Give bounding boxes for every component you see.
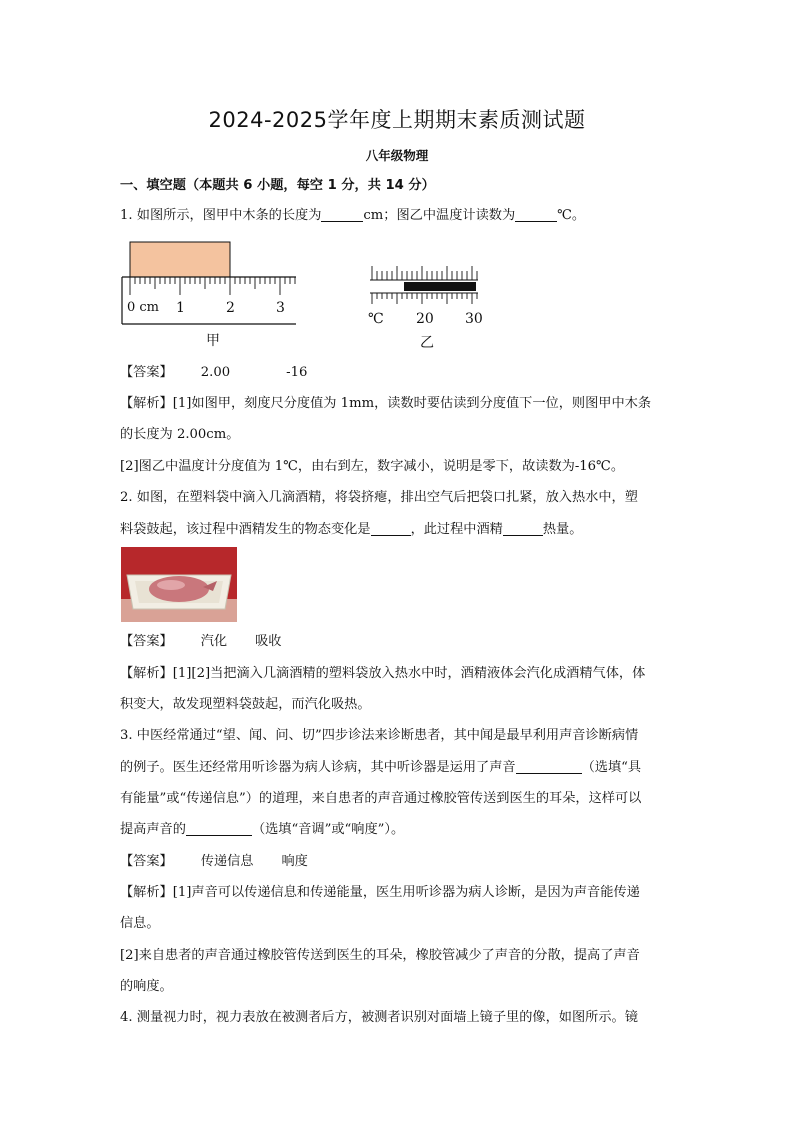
answer-1: 汽化 — [200, 634, 228, 649]
answer-2: 响度 — [281, 854, 308, 869]
answer-1: 2.00 — [200, 365, 231, 380]
question-1-stem — [120, 206, 680, 226]
q3-text-b: （选填“具 — [581, 760, 642, 775]
ruler-caption: 甲 — [206, 333, 220, 349]
answer-tag: 【答案】 — [120, 365, 173, 380]
ruler-label-2: 2 — [226, 300, 235, 316]
liquid-column — [404, 282, 476, 291]
ruler-label-0: 0 cm — [127, 300, 160, 315]
question-3-stem-line1: 3. 中医经常通过“望、闻、问、切”四步诊法来诊断患者，其中闻是最早利用声音诊断病情 — [120, 728, 639, 743]
ruler-ticks — [130, 277, 295, 295]
thermo-label-30: 30 — [465, 311, 483, 327]
thermo-caption: 乙 — [420, 335, 434, 351]
question-3-stem-line3: 有能量”或“传递信息”）的道理，来自患者的声音通过橡胶管传送到医生的耳朵，这样可以 — [120, 791, 642, 806]
answer-blank — [516, 759, 582, 774]
q1-analysis-line3: [2]图乙中温度计分度值为 1℃，由右到左，数字减小，说明是零下，故读数为-16℃。 — [120, 459, 625, 474]
question-3-stem-line2 — [120, 758, 680, 778]
page-title: 2024-2025学年度上期期末素质测试题 — [208, 108, 586, 132]
answer-blank — [515, 207, 557, 222]
page-subtitle: 八年级物理 — [365, 148, 429, 163]
q2-text-c: 热量。 — [542, 522, 583, 537]
q3-analysis-line2: 信息。 — [120, 916, 160, 931]
q3-text-d: （选填“音调”或“响度”）。 — [251, 822, 405, 837]
q1-answer — [120, 363, 680, 383]
answer-tag: 【答案】 — [120, 854, 173, 869]
thermo-label-20: 20 — [416, 311, 434, 327]
q1-text-c: ℃。 — [557, 208, 586, 223]
q1-analysis-line1: 【解析】[1]如图甲，刻度尺分度值为 1mm，读数时要估读到分度值下一位，则图甲中木条 — [120, 396, 652, 411]
q1-text-b: cm；图乙中温度计读数为 — [363, 208, 516, 223]
q2-analysis-line1: 【解析】[1][2]当把滴入几滴酒精的塑料袋放入热水中时，酒精液体会汽化成酒精气体，体 — [120, 666, 646, 681]
thermometer-figure — [366, 262, 484, 308]
answer-blank — [186, 821, 252, 836]
q3-text-c: 提高声音的 — [120, 822, 186, 837]
plastic-bag-photo — [121, 547, 237, 622]
q2-analysis-line2: 积变大，故发现塑料袋鼓起，而汽化吸热。 — [120, 697, 371, 712]
wooden-strip — [130, 242, 230, 277]
q3-answer — [120, 852, 680, 872]
question-2-stem-line1: 2. 如图，在塑料袋中滴入几滴酒精，将袋挤瘪，排出空气后把袋口扎紧，放入热水中，塑 — [120, 490, 638, 505]
answer-blank — [321, 207, 363, 222]
question-2-stem-line2 — [120, 520, 680, 540]
question-4-stem-line1: 4. 测量视力时，视力表放在被测者后方，被测者识别对面墙上镜子里的像，如图所示。镜 — [120, 1010, 638, 1025]
answer-tag: 【答案】 — [120, 634, 173, 649]
answer-2: -16 — [286, 365, 308, 380]
q1-analysis-line2: 的长度为 2.00cm。 — [120, 427, 240, 442]
section-heading: 一、填空题（本题共 6 小题，每空 1 分，共 14 分） — [120, 178, 435, 193]
answer-blank — [503, 521, 543, 536]
answer-1: 传递信息 — [200, 854, 254, 869]
ruler-label-1: 1 — [176, 300, 185, 316]
answer-2: 吸收 — [255, 634, 282, 649]
q3-analysis-line3: [2]来自患者的声音通过橡胶管传送到医生的耳朵，橡胶管减少了声音的分散，提高了声音 — [120, 948, 640, 963]
q1-text-a: 1. 如图所示，图甲中木条的长度为 — [120, 208, 322, 223]
thermo-unit-label: ℃ — [368, 311, 384, 327]
q3-text-a: 的例子。医生还经常用听诊器为病人诊病，其中听诊器是运用了声音 — [120, 760, 516, 775]
ruler-label-3: 3 — [276, 300, 285, 316]
q3-analysis-line4: 的响度。 — [120, 979, 173, 994]
answer-blank — [371, 521, 411, 536]
q2-text-a: 料袋鼓起，该过程中酒精发生的物态变化是 — [120, 522, 371, 537]
q2-text-b: ，此过程中酒精 — [410, 522, 503, 537]
q3-analysis-line1: 【解析】[1]声音可以传递信息和传递能量，医生用听诊器为病人诊断，是因为声音能传递 — [120, 885, 640, 900]
question-3-stem-line4 — [120, 820, 680, 840]
q2-answer — [120, 632, 680, 652]
